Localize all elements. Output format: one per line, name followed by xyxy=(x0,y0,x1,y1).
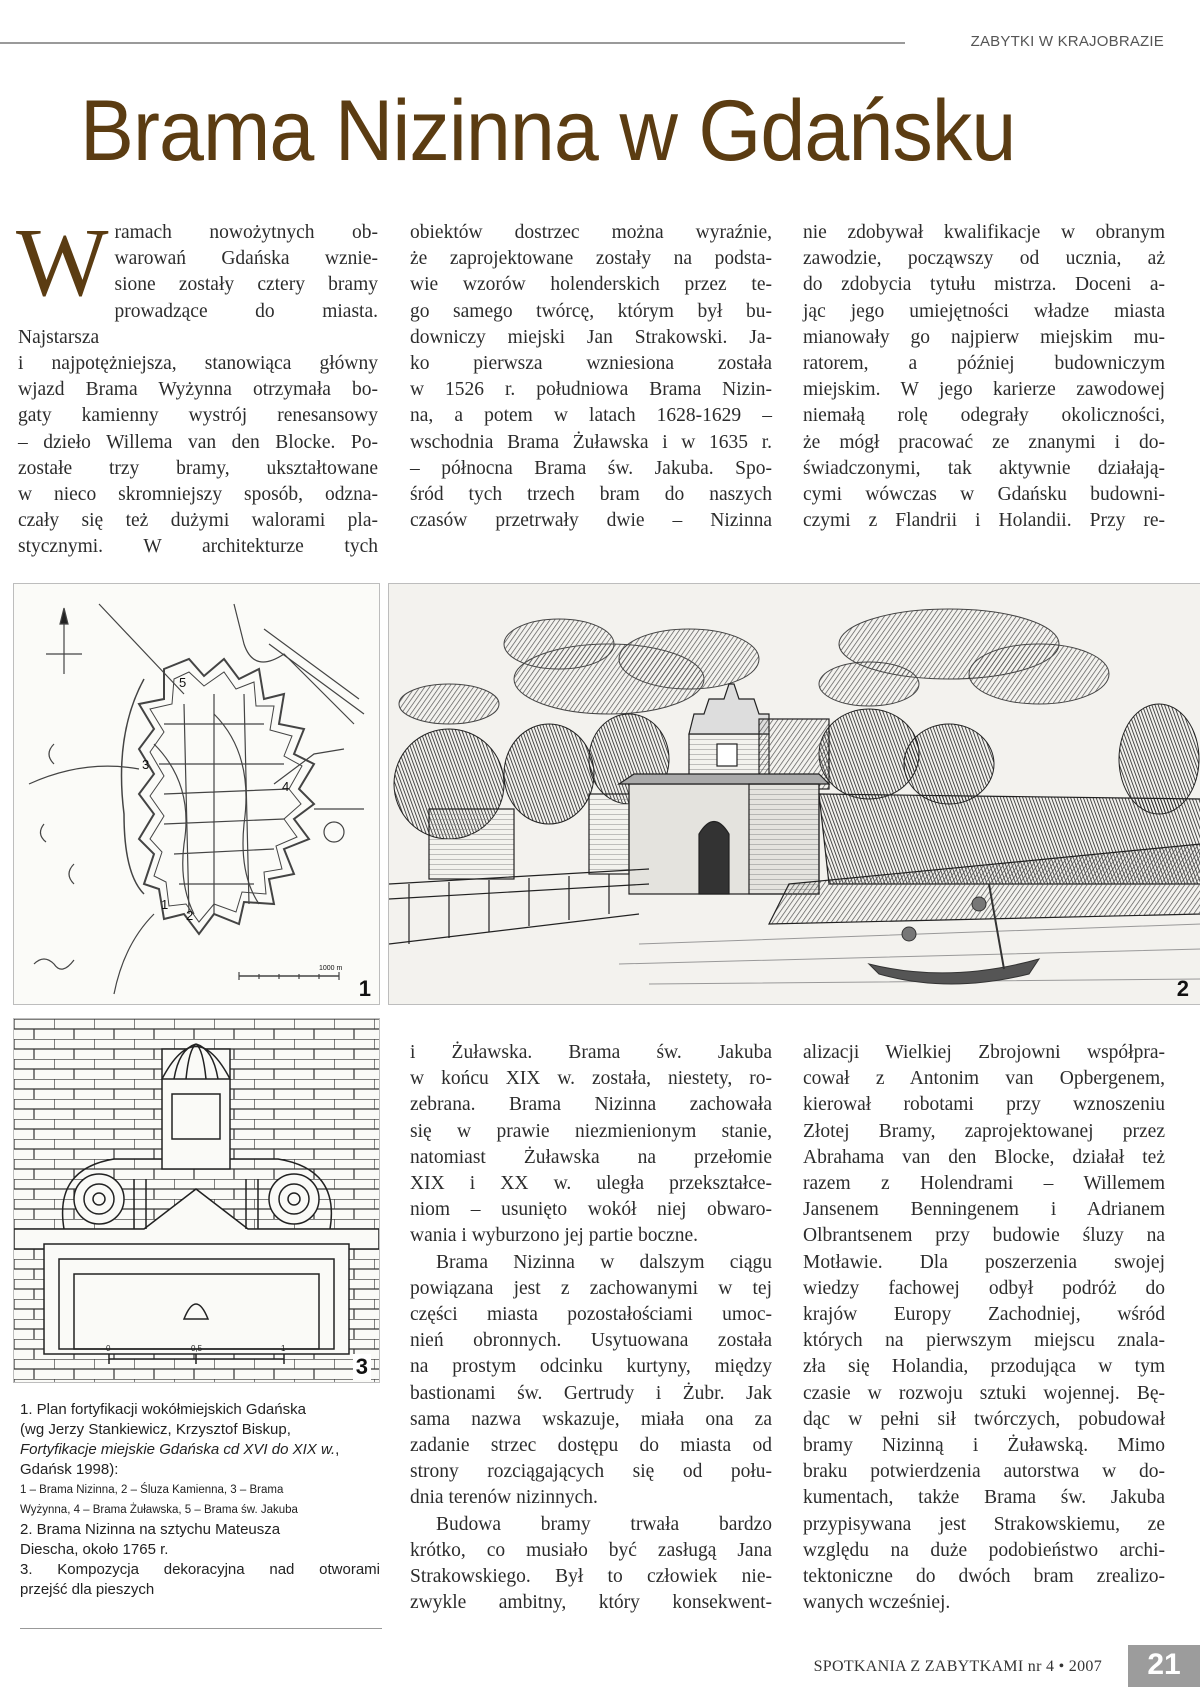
scale-tick-half: 0,5 xyxy=(191,1344,203,1353)
caption-1-book-title: Fortyfikacje miejskie Gdańska cd XVI do XIX w. xyxy=(20,1441,336,1458)
text-line-content: do zdobycia tytułu mistrza. Doceni a- xyxy=(803,274,1165,296)
text-line-content: nień obronnych. Usytuowana została xyxy=(410,1330,772,1352)
text-line xyxy=(18,377,378,403)
map-label-2: 2 xyxy=(186,908,194,923)
text-line xyxy=(410,1302,772,1328)
section-label: ZABYTKI W KRAJOBRAZIE xyxy=(970,33,1164,50)
text-line xyxy=(803,1328,1165,1354)
caption-3-line: przejść dla pieszych xyxy=(20,1581,155,1598)
text-line-content: Strakowskiego. Był to człowiek nie- xyxy=(410,1566,772,1588)
text-line-content: powiązana jest z zachowanymi w tej xyxy=(410,1277,772,1299)
text-line-content: ramach nowożytnych ob- xyxy=(114,222,378,243)
text-line-content: dnia terenów nizinnych. xyxy=(410,1487,598,1509)
text-line-content: niom – usunięto wokół niej obwaro- xyxy=(410,1199,772,1221)
text-line-content: Brama Nizinna w dalszym ciągu xyxy=(436,1251,772,1273)
text-line xyxy=(410,351,772,377)
text-line-content: niemałą rolę odegrały okoliczności, xyxy=(803,405,1165,427)
text-line xyxy=(803,1459,1165,1485)
text-line-content: Budowa bramy trwała bardzo xyxy=(436,1513,772,1535)
text-line-content: krajów Europy Zachodniej, wśród xyxy=(803,1304,1165,1326)
text-line xyxy=(410,1407,772,1433)
text-line-content: w końcu XIX w. została, niestety, ro- xyxy=(410,1068,772,1090)
text-line-content: śród tych trzech bram do naszych xyxy=(410,484,772,506)
text-line-content: – dzieło Willema van den Blocke. Po- xyxy=(18,431,378,453)
text-line xyxy=(803,1197,1165,1223)
page-number: 21 xyxy=(1147,1648,1181,1681)
text-line-content: dąc w pełni sił twórczych, pobudował xyxy=(803,1408,1165,1430)
text-line xyxy=(410,1145,772,1171)
header-rule xyxy=(0,42,905,44)
scale-tick-1: 1 xyxy=(281,1344,286,1353)
text-line-content: przypisywana jest Strakowskiemu, ze xyxy=(803,1513,1165,1535)
text-line xyxy=(410,456,772,482)
caption-legend-line: 1 – Brama Nizinna, 2 – Śluza Kamienna, 3 – Brama xyxy=(20,1484,284,1496)
text-line-content: na, a potem w latach 1628-1629 – xyxy=(410,405,772,427)
gate-engraving-drawing xyxy=(389,584,1200,1004)
text-line xyxy=(803,1564,1165,1590)
text-line-content: na prostym odcinku kurtyny, między xyxy=(410,1356,772,1378)
text-line-content: ratorem, a później budowniczym xyxy=(803,353,1165,375)
text-line xyxy=(410,1381,772,1407)
text-line-content: cymi wówczas w Gdańsku budowni- xyxy=(803,484,1165,506)
text-line xyxy=(803,508,1165,534)
map-label-4: 4 xyxy=(282,779,290,794)
text-line-content: czymi z Flandrii i Holandii. Przy re- xyxy=(803,510,1165,532)
text-line-content: czasie w rozwoju sztuki wojennej. Bę- xyxy=(803,1382,1165,1404)
map-label-1: 1 xyxy=(161,897,169,912)
caption-3-line: 3. Kompozycja dekoracyjna nad otworami xyxy=(20,1561,380,1578)
text-line-content: warowań Gdańska wznie- xyxy=(114,248,378,270)
page-number-box xyxy=(1128,1645,1200,1687)
text-line-content: wjazd Brama Wyżynna otrzymała bo- xyxy=(18,379,378,401)
text-line-content: sione zostały cztery bramy xyxy=(114,274,378,296)
caption-1-line: (wg Jerzy Stankiewicz, Krzysztof Biskup, xyxy=(20,1421,291,1438)
text-line-content: cował z Antonim van Opbergenem, xyxy=(803,1068,1165,1090)
text-line-content: że mógł pracować ze znanymi i do- xyxy=(803,431,1165,453)
text-line xyxy=(803,1223,1165,1249)
text-line xyxy=(410,377,772,403)
text-line-content: czały się też dużymi walorami pla- xyxy=(18,510,378,532)
text-column-bottom-3 xyxy=(803,1040,1165,1616)
text-line-content: wania i wyburzono jej partie boczne. xyxy=(410,1225,699,1247)
magazine-footer: SPOTKANIA Z ZABYTKAMI nr 4 • 2007 xyxy=(813,1658,1102,1675)
text-line-content: wie wzorów holenderskich przez te- xyxy=(410,274,772,296)
figure-number-3: 3 xyxy=(353,1354,371,1380)
text-line xyxy=(18,430,378,456)
text-line xyxy=(410,1485,772,1511)
text-line-content: jąc jego umiejętności władze miasta xyxy=(803,300,1165,322)
text-line xyxy=(803,456,1165,482)
text-line xyxy=(803,1381,1165,1407)
north-arrow-icon xyxy=(60,608,68,624)
text-line-content: zebrana. Brama Nizinna zachowała xyxy=(410,1094,772,1116)
text-line-content: prowadzące do miasta. Najstarsza xyxy=(18,300,378,348)
figure-number-1: 1 xyxy=(358,976,371,1001)
text-line xyxy=(410,1066,772,1092)
text-line-content: nie zdobywał kwalifikacje w obranym xyxy=(803,222,1165,243)
text-line xyxy=(803,1119,1165,1145)
text-line xyxy=(803,1040,1165,1066)
text-line-content: bastionami św. Gertrudy i Żubr. Jak xyxy=(410,1382,772,1404)
text-line xyxy=(410,1197,772,1223)
text-line xyxy=(803,325,1165,351)
figure-fortification-map xyxy=(13,583,380,1005)
text-line-content: się w prawie niezmienionym stanie, xyxy=(410,1120,772,1142)
text-line xyxy=(18,403,378,429)
text-line xyxy=(803,1590,1165,1616)
text-line-content: i Żuławska. Brama św. Jakuba xyxy=(410,1042,772,1063)
text-line xyxy=(803,1250,1165,1276)
text-line xyxy=(410,246,772,272)
text-line xyxy=(803,1276,1165,1302)
text-line xyxy=(803,1485,1165,1511)
text-line xyxy=(803,1066,1165,1092)
text-line xyxy=(410,1564,772,1590)
text-line-content: alizacji Wielkiej Zbrojowni współpra- xyxy=(803,1042,1165,1063)
text-line-content: razem z Holendrami – Willemem xyxy=(803,1173,1165,1195)
text-line xyxy=(18,534,378,560)
text-line-content: i najpotężniejsza, stanowiąca główny xyxy=(18,353,378,375)
fortification-map-drawing xyxy=(14,584,379,1004)
text-line-content: go samego twórcę, którym był bu- xyxy=(410,300,772,322)
text-line xyxy=(803,1407,1165,1433)
text-line xyxy=(410,1119,772,1145)
drop-cap: W xyxy=(16,209,109,317)
text-line xyxy=(410,1171,772,1197)
text-line-content: obiektów dostrzec można wyraźnie, xyxy=(410,222,772,243)
text-line xyxy=(18,482,378,508)
text-line xyxy=(410,220,772,246)
text-line-content: wiedzy fachowej odbył podróż do xyxy=(803,1277,1165,1299)
text-line xyxy=(803,351,1165,377)
text-line-content: bramy Nizinną i Żuławską. Mimo xyxy=(803,1435,1165,1457)
text-line xyxy=(410,1328,772,1354)
text-line-content: względu na duże podobieństwo archi- xyxy=(803,1539,1165,1561)
caption-rule xyxy=(20,1628,382,1629)
text-line-content: których na pierwszym miejscu znala- xyxy=(803,1330,1165,1352)
bastion-ring xyxy=(139,659,314,934)
text-column-top-2 xyxy=(410,220,772,534)
text-line-content: Jansenem Benningenem i Adrianem xyxy=(803,1199,1165,1221)
caption-2-line: 2. Brama Nizinna na sztychu Mateusza xyxy=(20,1521,281,1538)
figure-gate-engraving xyxy=(388,583,1200,1005)
text-column-bottom-2 xyxy=(410,1040,772,1616)
text-line xyxy=(410,1276,772,1302)
text-line-content: wschodnia Brama Żuławska i w 1635 r. xyxy=(410,431,772,453)
text-line xyxy=(803,272,1165,298)
text-line xyxy=(803,1171,1165,1197)
map-scale-label: 1000 m xyxy=(319,965,343,972)
text-line-content: kierował robotami przy wznoszeniu xyxy=(803,1094,1165,1116)
text-line xyxy=(18,351,378,377)
text-line xyxy=(410,1092,772,1118)
caption-legend-line: Wyżynna, 4 – Brama Żuławska, 5 – Brama św. Jakuba xyxy=(20,1504,298,1516)
decorative-composition-drawing xyxy=(14,1019,379,1382)
text-line xyxy=(410,1040,772,1066)
text-line xyxy=(18,456,378,482)
text-line-content: zawodzie, począwszy od ucznia, aż xyxy=(803,248,1165,270)
text-line-content: ko pierwsza wzniesiona została xyxy=(410,353,772,375)
text-line xyxy=(18,508,378,534)
text-line-content: w nieco skromniejszy sposób, odzna- xyxy=(18,484,378,506)
caption-1-line: 1. Plan fortyfikacji wokółmiejskich Gdańska xyxy=(20,1401,306,1418)
text-line xyxy=(410,403,772,429)
text-line-content: krótko, co musiało być zasługą Jana xyxy=(410,1539,772,1561)
text-line-content: zła się Holandia, przodująca w tym xyxy=(803,1356,1165,1378)
text-line xyxy=(803,1092,1165,1118)
text-line xyxy=(410,508,772,534)
text-line-content: sama nazwa wskazuje, miała ona za xyxy=(410,1408,772,1430)
figure-captions xyxy=(20,1400,380,1600)
text-line xyxy=(410,1512,772,1538)
map-label-5: 5 xyxy=(179,675,187,690)
text-line-content: w 1526 r. południowa Brama Nizin- xyxy=(410,379,772,401)
text-line-content: czasów przetrwały dwie – Nizinna xyxy=(410,510,772,532)
text-line-content: Złotej Bramy, zaprojektowanej przez xyxy=(803,1120,1165,1142)
text-line-content: Abrahama van den Blocke, działał też xyxy=(803,1146,1165,1168)
text-line xyxy=(803,299,1165,325)
text-line-content: zostałe trzy bramy, ukształtowane xyxy=(18,457,378,479)
text-line xyxy=(803,1302,1165,1328)
text-line-content: downiczy miejski Jan Strakowski. Ja- xyxy=(410,326,772,348)
text-line-content: strony rozciągających się od połu- xyxy=(410,1461,772,1483)
text-line-content: tektoniczne do dwóch bram zrealizo- xyxy=(803,1566,1165,1588)
text-line xyxy=(803,246,1165,272)
text-line-content: Motławie. Dla poszerzenia swojej xyxy=(803,1251,1165,1273)
text-column-top-1 xyxy=(16,209,378,561)
text-line xyxy=(410,272,772,298)
caption-comma: , xyxy=(335,1441,340,1458)
text-line-content: braku potwierdzenia autorstwa w do- xyxy=(803,1461,1165,1483)
text-line-content: natomiast Żuławska na przełomie xyxy=(410,1146,772,1168)
text-line-content: wanych wcześniej. xyxy=(803,1592,951,1614)
text-line xyxy=(410,1590,772,1616)
text-line xyxy=(803,1354,1165,1380)
caption-1-line: Gdańsk 1998): xyxy=(20,1461,119,1478)
text-line xyxy=(410,1354,772,1380)
figure-decorative-composition xyxy=(13,1018,380,1383)
text-line xyxy=(410,1538,772,1564)
text-line xyxy=(803,377,1165,403)
text-line-content: miejskim. W jego karierze zawodowej xyxy=(803,379,1165,401)
text-line xyxy=(803,220,1165,246)
text-line-content: że zaprojektowane zostały na podsta- xyxy=(410,248,772,270)
text-line xyxy=(803,482,1165,508)
text-line-content: Olbrantsenem przy budowie śluzy na xyxy=(803,1225,1165,1247)
text-line xyxy=(803,403,1165,429)
text-line xyxy=(410,430,772,456)
text-line xyxy=(410,1250,772,1276)
text-column-top-3 xyxy=(803,220,1165,534)
map-label-3: 3 xyxy=(142,757,150,772)
figure-number-2: 2 xyxy=(1176,976,1189,1001)
text-line xyxy=(803,430,1165,456)
text-line xyxy=(803,1512,1165,1538)
text-line xyxy=(410,1433,772,1459)
text-line-content: – północna Brama św. Jakuba. Spo- xyxy=(410,457,772,479)
text-line xyxy=(410,325,772,351)
text-line xyxy=(803,1433,1165,1459)
text-line-content: świadczonymi, tak aktywnie działają- xyxy=(803,457,1165,479)
text-line-content: kumentach, także Brama św. Jakuba xyxy=(803,1487,1165,1509)
text-line-content: XIX i XX w. uległa przekształce- xyxy=(410,1173,772,1195)
text-line-content: zadanie strzec dostępu do miasta od xyxy=(410,1435,772,1457)
text-line-content: części miasta pozostałościami umoc- xyxy=(410,1304,772,1326)
text-line-content: mianowały go najpierw miejskim mu- xyxy=(803,326,1165,348)
article-title: Brama Nizinna w Gdańsku xyxy=(80,83,1016,179)
text-line xyxy=(410,299,772,325)
text-line xyxy=(803,1145,1165,1171)
text-line-content: zwykle ambitny, który konsekwent- xyxy=(410,1592,772,1614)
text-line xyxy=(803,1538,1165,1564)
caption-2-line: Diescha, około 1765 r. xyxy=(20,1541,169,1558)
scale-tick-0: 0 xyxy=(106,1344,111,1353)
text-line-content: gaty kamienny wystrój renesansowy xyxy=(18,405,378,427)
caption-1-source xyxy=(20,1440,380,1460)
text-line-content: stycznymi. W architekturze tych xyxy=(18,536,378,558)
text-line xyxy=(410,482,772,508)
text-line xyxy=(410,1459,772,1485)
text-line xyxy=(410,1223,772,1249)
